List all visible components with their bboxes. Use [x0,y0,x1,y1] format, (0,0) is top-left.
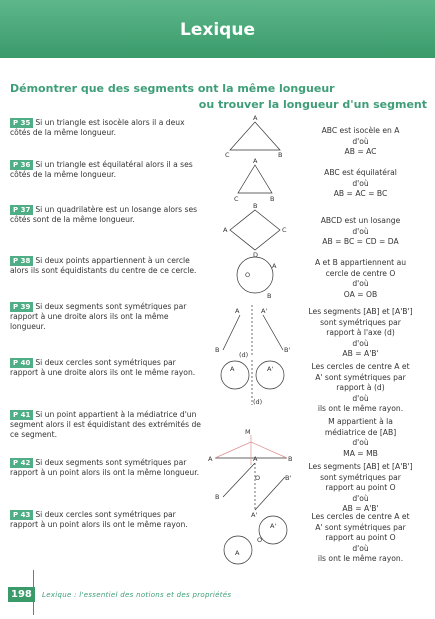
property-tag: P 40 [10,358,33,368]
svg-text:B: B [215,493,220,501]
result-p40: Les cercles de centre A et A' sont symétriques par rapport à (d) d'où ils ont le même rayon. [311,362,410,413]
figure-equilateral-triangle [238,165,272,193]
figure-isosceles-triangle [230,122,280,150]
figure-central-symmetry-circles [224,516,287,564]
page-number: 198 [8,587,35,602]
property-text: Si un point appartient à la médiatrice d'un segment alors il est équidistant des extrémités de ce segment. [10,410,201,439]
svg-text:C: C [225,151,230,159]
svg-text:A: A [253,114,258,122]
svg-text:O: O [255,474,261,482]
svg-text:A: A [235,307,240,315]
property-text: Si deux cercles sont symétriques par rapport à un point alors ils ont le même rayon. [10,510,188,529]
result-p37: ABCD est un losange d'où AB = BC = CD = DA [320,216,401,246]
page-title: Lexique [180,20,255,40]
property-tag: P 43 [10,510,33,520]
result-p42: Les segments [AB] et [A'B'] sont symétriques par rapport au point O d'où AB = A'B' [308,462,413,513]
svg-text:C: C [282,226,287,234]
property-p36 [10,160,202,180]
property-p42 [10,458,202,478]
property-tag: P 42 [10,458,33,468]
property-text: Si un quadrilatère est un losange alors ses côtés sont de la même longueur. [10,205,198,224]
svg-text:B: B [267,292,272,300]
result-p36: ABC est équilatéral d'où AB = AC = BC [324,168,397,198]
svg-text:A': A' [267,365,274,373]
svg-text:B': B' [284,346,291,354]
property-text: Si un triangle est isocèle alors il a deux côtés de la même longueur. [10,118,185,137]
svg-text:A': A' [270,522,277,530]
svg-text:M: M [245,428,251,436]
svg-text:C: C [234,195,239,203]
figure-perpendicular-bisector [215,435,287,465]
svg-text:A: A [253,455,258,463]
svg-text:(d): (d) [253,398,263,406]
svg-text:O: O [245,271,251,279]
svg-text:A: A [208,455,213,463]
svg-text:A: A [253,157,258,165]
result-p41: M appartient à la médiatrice de [AB] d'où MA = MB [324,417,397,458]
figure-axial-symmetry-segments [223,305,283,355]
property-tag: P 36 [10,160,33,170]
property-tag: P 35 [10,118,33,128]
svg-text:B: B [278,151,283,159]
svg-text:B': B' [285,474,292,482]
svg-text:D: D [253,251,259,259]
svg-text:O: O [257,536,263,544]
svg-text:A: A [223,226,228,234]
property-text: Si deux points appartiennent à un cercle alors ils sont équidistants du centre de ce cercle. [10,256,197,275]
section-heading: Démontrer que des segments ont la même longueur [10,82,335,95]
svg-text:A: A [230,365,235,373]
property-text: Si deux segments sont symétriques par rapport à une droite alors ils ont la même longueur. [10,302,187,331]
property-p43 [10,510,202,530]
property-tag: P 41 [10,410,33,420]
svg-text:A': A' [251,511,258,519]
figure-circle [237,257,273,293]
property-text: Si un triangle est équilatéral alors il a ses côtés de la même longueur. [10,160,193,179]
result-p39: Les segments [AB] et [A'B'] sont symétriques par rapport à l'axe (d) d'où AB = A'B' [308,307,413,358]
svg-text:A: A [272,262,277,270]
result-p38: A et B appartiennent au cercle de centre O d'où OA = OB [314,258,407,299]
property-p39 [10,302,202,332]
svg-text:A': A' [261,307,268,315]
property-tag: P 39 [10,302,33,312]
property-text: Si deux cercles sont symétriques par rapport à une droite alors ils ont le même rayon. [10,358,196,377]
svg-text:B: B [288,455,293,463]
svg-text:B: B [253,202,258,210]
figure-labels [208,114,292,557]
header-banner [0,0,435,58]
svg-text:B: B [215,346,220,354]
svg-text:A: A [235,549,240,557]
svg-text:B: B [270,195,275,203]
result-p35: ABC est isocèle en A d'où AB = AC [321,126,400,156]
svg-text:(d): (d) [239,351,249,359]
footer-text: Lexique : l'essentiel des notions et des propriétés [42,591,232,599]
property-text: Si deux segments sont symétriques par rapport à un point alors ils ont la même longueur. [10,458,200,477]
section-subheading: ou trouver la longueur d'un segment [198,98,427,111]
property-p40 [10,358,202,378]
figure-central-symmetry-segments [223,463,285,510]
property-p35 [10,118,202,138]
property-p37 [10,205,202,225]
property-p41 [10,410,202,440]
result-p43: Les cercles de centre A et A' sont symétriques par rapport au point O d'où ils ont le même rayon. [311,512,410,563]
property-p38 [10,256,202,276]
figure-rhombus [230,210,280,250]
geometry-figures [205,110,297,575]
property-tag: P 38 [10,256,33,266]
property-tag: P 37 [10,205,33,215]
